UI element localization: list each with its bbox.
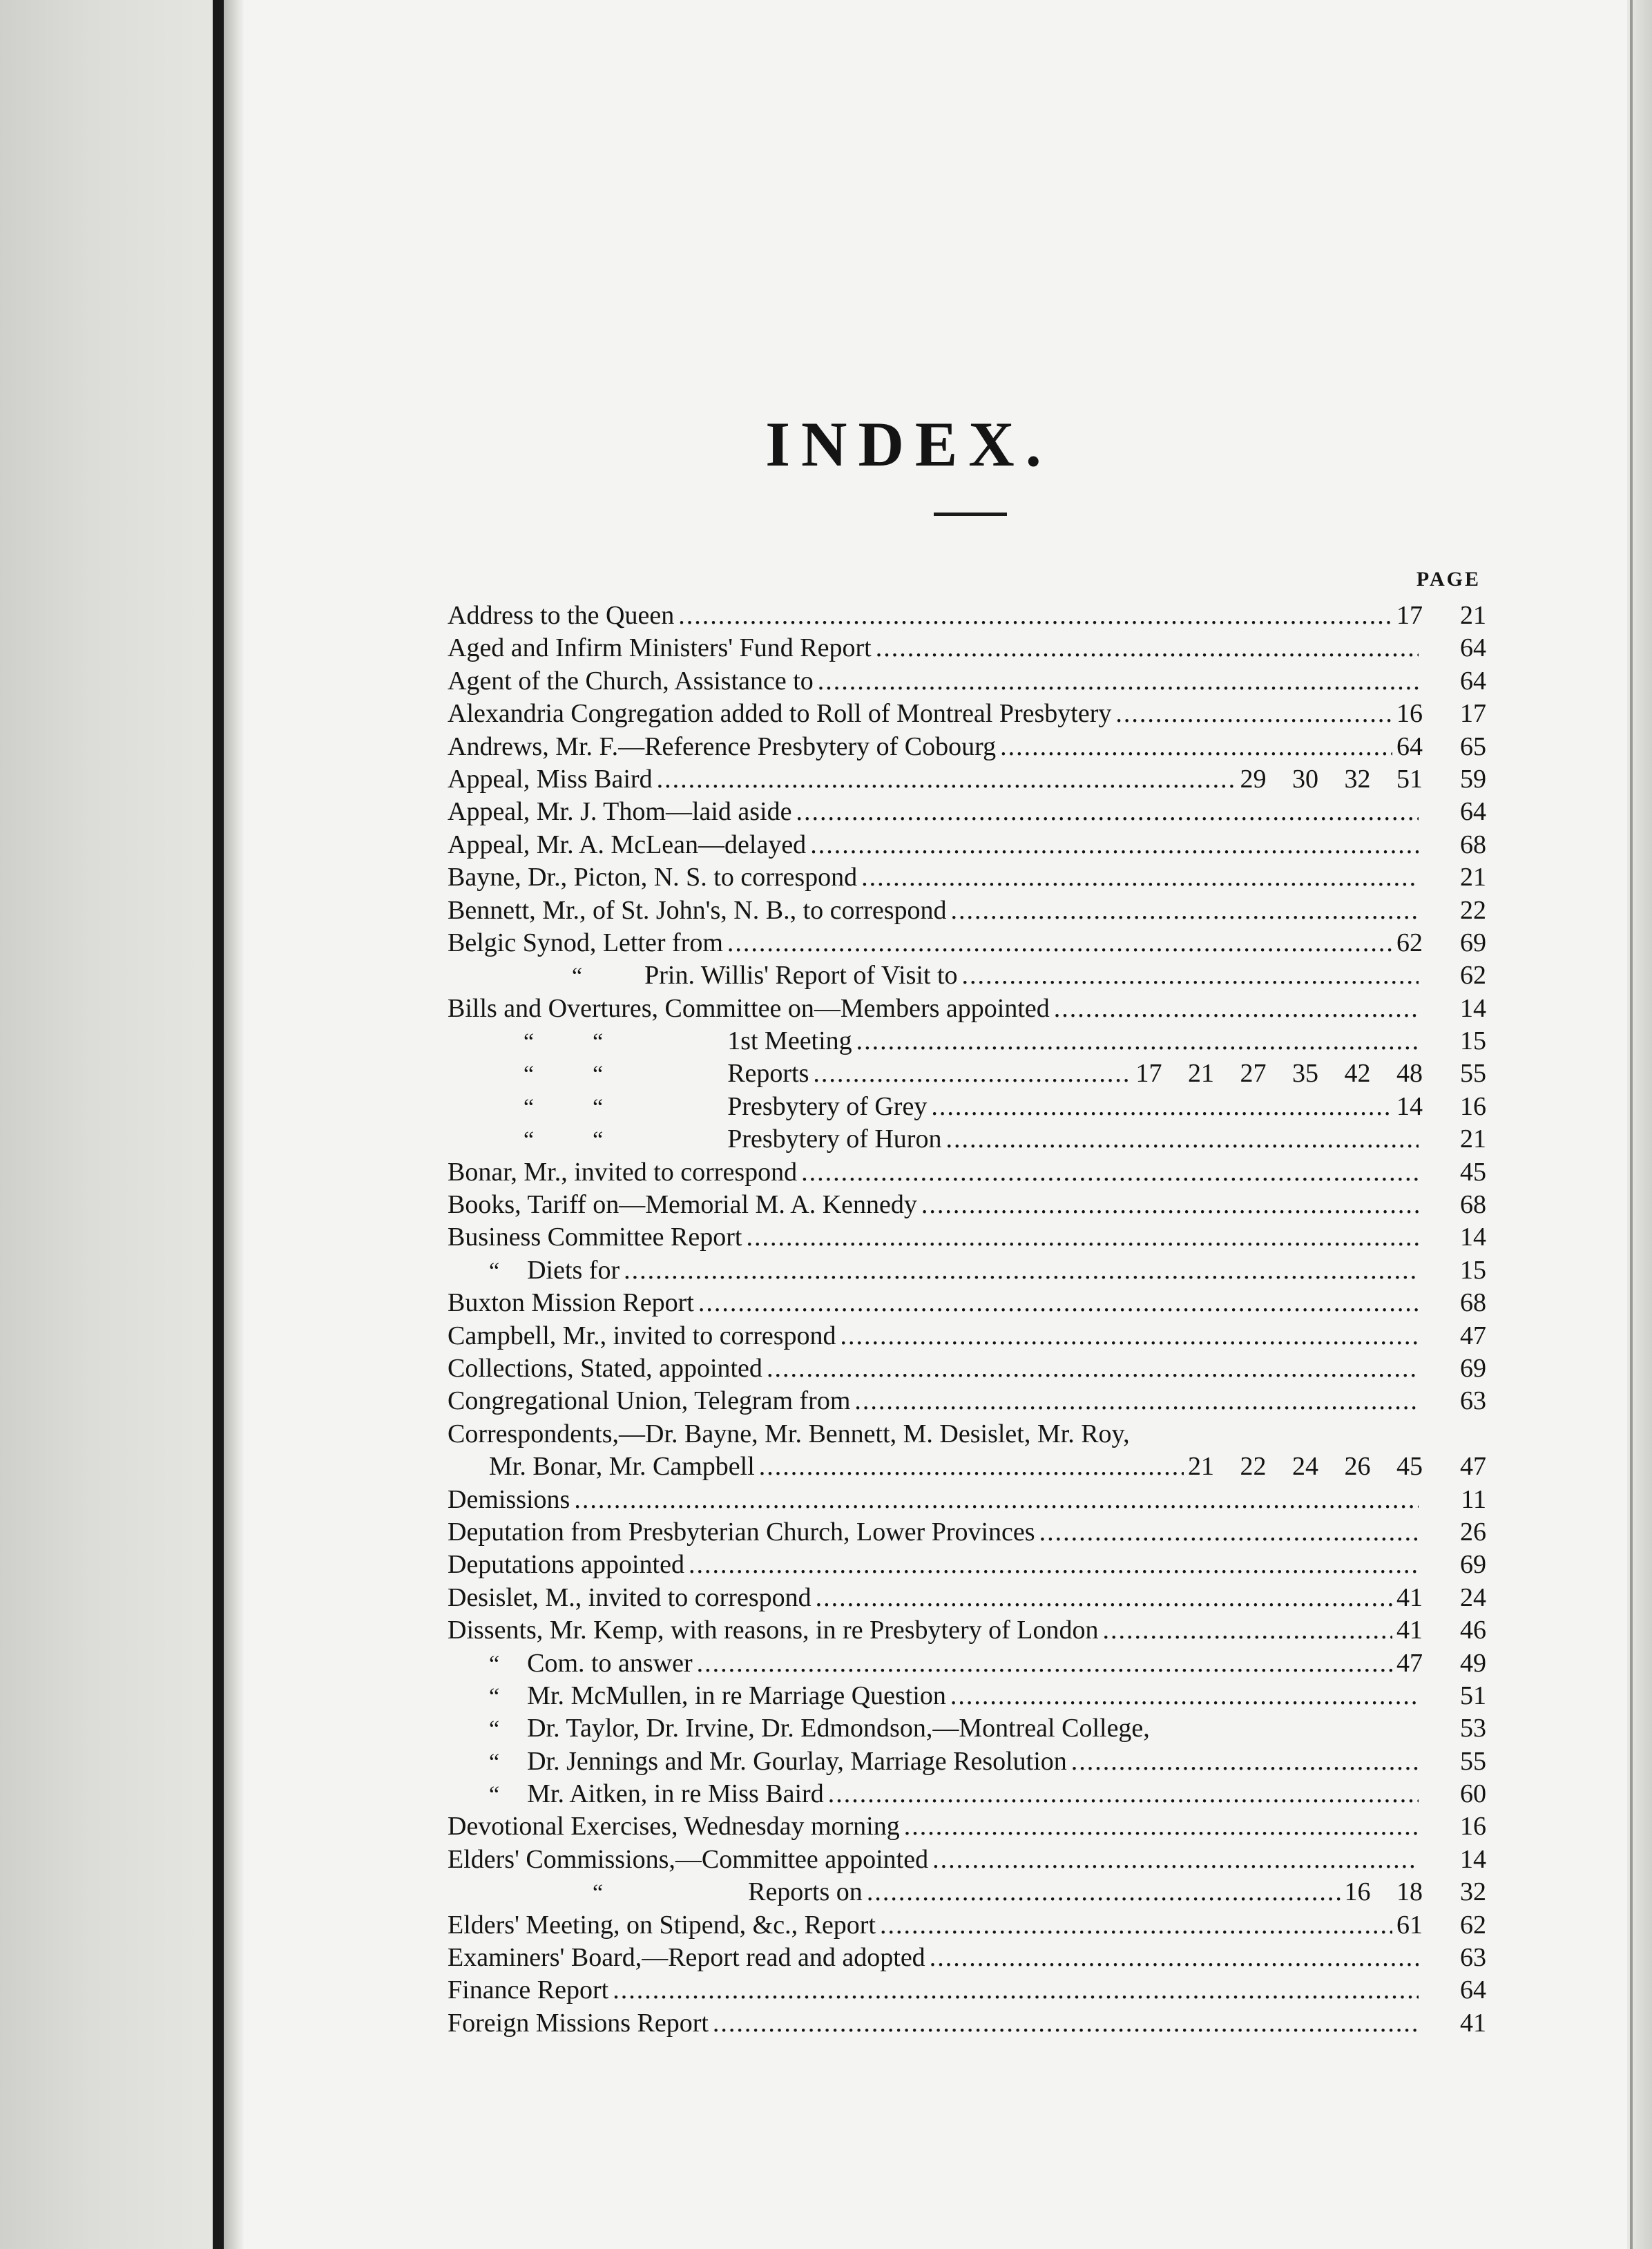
entry-label: Devotional Exercises, Wednesday morning [448,1812,900,1841]
entry-page-refs: 64 [1396,731,1423,761]
entry-page: 32 [1460,1877,1486,1907]
index-entry [448,1974,1486,2007]
ditto-mark: “ [489,1258,500,1284]
entry-page-refs: 21 22 24 26 45 [1188,1452,1423,1482]
index-entry [448,2007,1486,2040]
index-entry [448,1418,1486,1451]
index-entry [448,1484,1486,1516]
entry-page: 14 [1460,1223,1486,1252]
entry-page: 15 [1460,1026,1486,1056]
ditto-mark: “ [489,1683,500,1710]
entry-label: Belgic Synod, Letter from [448,928,723,957]
entry-page: 51 [1460,1681,1486,1710]
dot-leader [921,1189,1419,1221]
dot-leader [904,1810,1419,1843]
dot-leader [767,1352,1419,1385]
entry-page: 69 [1460,928,1486,957]
index-entry [448,927,1486,959]
entry-page: 45 [1460,1157,1486,1187]
entry-page: 59 [1460,764,1486,794]
index-entries [448,600,1486,2040]
gutter-shadow [224,0,244,2249]
dot-leader [828,1778,1419,1810]
index-entry [448,1712,1486,1745]
entry-page: 55 [1460,1059,1486,1089]
dot-leader [1054,993,1419,1025]
index-entry [448,1582,1486,1614]
index-entry [448,665,1486,698]
index-entry [448,959,1486,992]
page-right-edge-line [1630,0,1633,2249]
index-entry [448,1352,1486,1385]
ditto-mark: “ “ [524,1094,604,1120]
index-entry [448,1057,1486,1090]
entry-page: 60 [1460,1779,1486,1809]
entry-label: Books, Tariff on—Memorial M. A. Kennedy [448,1190,917,1220]
entry-label: Deputation from Presbyterian Church, Lower Provinces [448,1517,1035,1547]
entry-page: 64 [1460,666,1486,696]
dot-leader [861,861,1419,894]
entry-page: 65 [1460,731,1486,761]
entry-label: Foreign Missions Report [448,2008,709,2038]
page-title: INDEX. [765,409,1053,479]
dot-leader [697,1647,1392,1680]
index-entry [448,731,1486,763]
index-entry [448,1221,1486,1254]
index-entry [448,993,1486,1025]
index-entry [448,1745,1486,1778]
index-entry [448,1091,1486,1123]
dot-leader [930,1942,1419,1974]
index-entry [448,698,1486,730]
index-entry [448,861,1486,894]
facing-page-edge [0,0,228,2249]
entry-label: Bennett, Mr., of St. John's, N. B., to correspond [448,895,947,925]
dot-leader [945,1123,1419,1156]
entry-label: Desislet, M., invited to correspond [448,1582,811,1612]
dot-leader [796,796,1419,828]
entry-page: 21 [1460,863,1486,892]
index-entry [448,1254,1486,1287]
entry-label: Correspondents,—Dr. Bayne, Mr. Bennett, M. Desislet, Mr. Roy, [448,1419,1130,1448]
entry-label: Presbytery of Huron [727,1124,942,1154]
entry-page: 68 [1460,1288,1486,1318]
dot-leader [727,927,1392,959]
index-entry [448,1810,1486,1843]
entry-page: 22 [1460,895,1486,925]
dot-leader [1103,1614,1393,1647]
entry-page-refs: 16 [1396,699,1423,729]
entry-label: Bonar, Mr., invited to correspond [448,1157,798,1187]
entry-label: Deputations appointed [448,1550,684,1580]
entry-page: 49 [1460,1648,1486,1678]
dot-leader [810,829,1419,861]
entry-page-refs: 47 [1396,1648,1423,1678]
dot-leader [841,1320,1419,1352]
entry-label: Agent of the Church, Assistance to [448,666,814,696]
index-entry [448,1549,1486,1581]
entry-page: 47 [1460,1452,1486,1482]
entry-page-refs: 61 [1396,1910,1423,1940]
entry-label: Business Committee Report [448,1223,742,1252]
entry-page: 14 [1460,1844,1486,1874]
entry-page: 69 [1460,1550,1486,1580]
dot-leader [1071,1745,1419,1778]
entry-page: 14 [1460,993,1486,1023]
entry-label: Reports [727,1059,809,1089]
entry-page: 47 [1460,1321,1486,1350]
index-entry [448,632,1486,664]
entry-page: 63 [1460,1943,1486,1973]
entry-page: 53 [1460,1714,1486,1743]
index-entry [448,1123,1486,1156]
index-entry [448,1156,1486,1189]
index-entry [448,1647,1486,1680]
entry-label: Congregational Union, Telegram from [448,1386,851,1416]
dot-leader [678,600,1392,632]
entry-label: Mr. Aitken, in re Miss Baird [527,1779,824,1809]
index-entry [448,1385,1486,1417]
entry-page: 11 [1461,1484,1486,1514]
entry-page-refs: 17 21 27 35 42 48 [1135,1059,1423,1089]
entry-page-refs: 17 [1396,601,1423,630]
dot-leader [1000,731,1392,763]
entry-page: 26 [1460,1517,1486,1547]
entry-page-refs: 62 [1396,928,1423,957]
entry-label: Appeal, Miss Baird [448,764,653,794]
ditto-mark: “ “ [524,1029,604,1055]
index-entry [448,1320,1486,1352]
entry-page: 64 [1460,797,1486,827]
entry-label: Prin. Willis' Report of Visit to [644,961,958,990]
index-entry [448,763,1486,796]
entry-page: 21 [1460,1124,1486,1154]
dot-leader [1039,1516,1419,1549]
ditto-mark: “ [489,1749,500,1775]
dot-leader [950,894,1419,927]
dot-leader [801,1156,1419,1189]
entry-page: 68 [1460,830,1486,859]
ditto-mark: “ [489,1651,500,1677]
dot-leader [813,1057,1131,1090]
entry-label: Reports on [748,1877,863,1907]
entry-label: Diets for [527,1255,620,1285]
entry-label: Presbytery of Grey [727,1091,928,1121]
dot-leader [713,2007,1419,2040]
dot-leader [880,1909,1392,1942]
entry-label: 1st Meeting [727,1026,852,1056]
index-entry [448,1025,1486,1057]
dot-leader [932,1844,1419,1876]
index-entry [448,1778,1486,1810]
dot-leader [816,1582,1392,1614]
index-entry [448,796,1486,828]
entry-page: 64 [1460,1975,1486,2005]
index-entry [448,829,1486,861]
entry-page: 21 [1460,601,1486,630]
index-entry [448,1451,1486,1483]
entry-label: Collections, Stated, appointed [448,1353,762,1383]
entry-label: Appeal, Mr. J. Thom—laid aside [448,797,792,827]
index-entry [448,1876,1486,1908]
dot-leader [950,1680,1419,1712]
ditto-mark: “ [593,1880,604,1906]
entry-label: Dr. Taylor, Dr. Irvine, Dr. Edmondson,—Montreal College, [527,1714,1150,1743]
dot-leader [931,1091,1392,1123]
index-entry [448,1614,1486,1647]
entry-page: 62 [1460,1910,1486,1940]
entry-page: 63 [1460,1386,1486,1416]
dot-leader [876,632,1419,664]
entry-page: 55 [1460,1746,1486,1776]
ditto-mark: “ “ [524,1127,604,1154]
index-entry [448,1942,1486,1974]
entry-label: Dissents, Mr. Kemp, with reasons, in re Presbytery of London [448,1616,1099,1645]
dot-leader [1115,698,1392,730]
index-entry [448,1516,1486,1549]
entry-page: 62 [1460,961,1486,990]
index-entry [448,894,1486,927]
dot-leader [574,1484,1419,1516]
entry-label: Address to the Queen [448,601,675,630]
entry-label: Examiners' Board,—Report read and adopted [448,1943,925,1973]
ditto-mark: “ [572,964,583,990]
entry-label: Dr. Jennings and Mr. Gourlay, Marriage Resolution [527,1746,1067,1776]
index-entry [448,1909,1486,1942]
entry-page: 16 [1460,1812,1486,1841]
dot-leader [818,665,1419,698]
entry-page-refs: 16 18 [1344,1877,1423,1907]
entry-page: 15 [1460,1255,1486,1285]
entry-page: 17 [1460,699,1486,729]
ditto-mark: “ [489,1782,500,1808]
entry-label: Andrews, Mr. F.—Reference Presbytery of Cobourg [448,731,997,761]
dot-leader [856,1025,1419,1057]
index-entry [448,600,1486,632]
entry-label: Mr. McMullen, in re Marriage Question [527,1681,946,1710]
entry-page: 46 [1460,1616,1486,1645]
entry-page: 41 [1460,2008,1486,2038]
entry-label: Com. to answer [527,1648,693,1678]
entry-label: Finance Report [448,1975,609,2005]
entry-label: Demissions [448,1484,570,1514]
entry-label: Elders' Commissions,—Committee appointed [448,1844,929,1874]
entry-page: 24 [1460,1582,1486,1612]
entry-page-refs: 29 30 32 51 [1240,764,1423,794]
entry-label: Buxton Mission Report [448,1288,694,1318]
entry-page-refs: 41 [1396,1582,1423,1612]
entry-label: Campbell, Mr., invited to correspond [448,1321,836,1350]
dot-leader [613,1974,1419,2007]
title-rule [934,513,1007,516]
entry-label: Alexandria Congregation added to Roll of Montreal Presbytery [448,699,1112,729]
dot-leader [962,959,1419,992]
index-entry [448,1189,1486,1221]
entry-page: 64 [1460,633,1486,663]
entry-page-refs: 41 [1396,1616,1423,1645]
dot-leader [759,1451,1184,1483]
entry-label: Aged and Infirm Ministers' Fund Report [448,633,872,663]
dot-leader [867,1876,1341,1908]
entry-page-refs: 14 [1396,1091,1423,1121]
dot-leader [746,1221,1419,1254]
dot-leader [689,1549,1419,1581]
entry-page: 68 [1460,1190,1486,1220]
ditto-mark: “ “ [524,1062,604,1088]
dot-leader [854,1385,1419,1417]
ditto-mark: “ [489,1716,500,1743]
index-entry [448,1680,1486,1712]
index-entry [448,1287,1486,1319]
dot-leader [698,1287,1419,1319]
entry-label: Bills and Overtures, Committee on—Members appointed [448,993,1050,1023]
dot-leader [624,1254,1419,1287]
binding-gutter [213,0,224,2249]
entry-page: 69 [1460,1353,1486,1383]
entry-label: Elders' Meeting, on Stipend, &c., Report [448,1910,876,1940]
dot-leader [657,763,1236,796]
entry-label: Appeal, Mr. A. McLean—delayed [448,830,807,859]
entry-label: Mr. Bonar, Mr. Campbell [489,1452,755,1482]
page-column-heading: PAGE [1416,568,1481,591]
index-entry [448,1844,1486,1876]
entry-page: 16 [1460,1091,1486,1121]
entry-label: Bayne, Dr., Picton, N. S. to correspond [448,863,858,892]
